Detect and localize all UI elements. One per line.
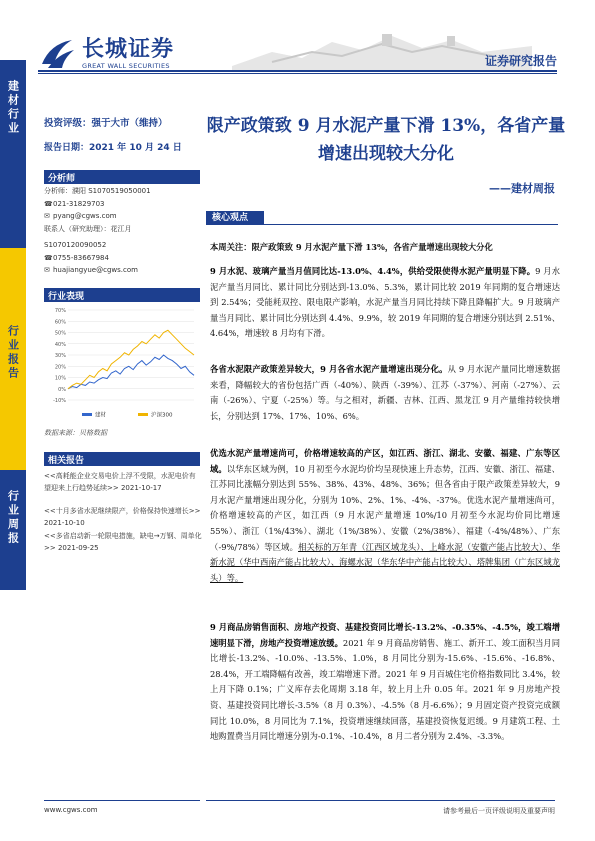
investment-rating: 投资评级：强于大市（维持） — [44, 118, 168, 129]
contact-id: S1070120090052 — [44, 241, 107, 249]
footer-disclaimer-note: 请参考最后一页评级说明及重要声明 — [443, 807, 555, 815]
contact-person: 联系人（研究助理）：花江月 — [44, 225, 132, 233]
chart-y-tick-label: 50% — [54, 330, 66, 337]
core-view-header — [206, 211, 558, 225]
footer-divider-left — [44, 800, 200, 801]
side-label-weekly — [0, 490, 26, 546]
paragraph-cement-glass-output — [210, 264, 560, 342]
paragraph-regions-body: 以华东区域为例，10 月初至今水泥均价均呈现快速上升态势，江西、安徽、浙江、福建、江苏同比涨幅分别达到 55%、38%、43%、48%、36%；但各省由于限产政策差异较大，9 月水泥产量增速出现分化，分别为 10%、2%、1%、-4%、-37%。优选水泥产量增速尚可，价格增速较高的产区，如江西（9 月水泥产量增速 10%/10 月初至今水泥均价同比增速 55%）、浙江（1%/43%）、湖北（1%/38%）、安徽（2%/38%）、福建（-4%/48%）、广东（-9%/78%）等区域。 — [210, 463, 560, 552]
logo-mark-icon — [38, 34, 78, 74]
related-report-item[interactable]: <<高耗能企业交易电价上浮不受限，水泥电价有望迎来上行趋势延续>> 2021-10-17 — [44, 472, 196, 492]
chart-legend-label: 建材 — [95, 412, 107, 419]
logo-chinese-name: 长城证券 — [82, 37, 175, 62]
paragraph-real-estate-lead: 9 月商品房销售面积、房地产投资、基建投资同比增长-13.2%、-0.35%、-4.5%，竣工端增速明显下滑，房地产投资增速放缓。 — [210, 622, 560, 648]
chart-legend-label: 沪深300 — [151, 412, 173, 419]
side-label-industry-text: 建材行业 — [6, 80, 20, 136]
side-label-industry — [0, 80, 26, 136]
chart-legend-swatch — [82, 413, 92, 416]
related-report-item[interactable]: <<十月多省水泥继续限产，价格保持快速增长>> 2021-10-10 — [44, 507, 201, 527]
header-divider-thin — [38, 73, 557, 74]
paragraph-cement-glass-lead: 9 月水泥、玻璃产量当月值同比达-13.0%、4.4%，供给受限使得水泥产量明显下降。 — [210, 266, 536, 276]
chart-y-tick-label: 60% — [54, 319, 66, 326]
core-view-label: 核心观点 — [206, 211, 264, 225]
footer-divider — [206, 800, 555, 801]
paragraph-real-estate-body: 2021 年 9 月商品房销售、施工、新开工、竣工面积当月同比增长-13.2%、-10.0%、-13.5%、1.0%，8 月同比分别为-15.6%、-15.6%、-16.8%、28.4%，开工端降幅有改善，竣工端增速下滑。2021 年 9 月百城住宅价格指数同比 3.4%，较上月下降 0.1%；广义库存去化周期 3.18 年，较上月上升 0.05 年。2021 年 9 月房地产投资、基建投资同比增长-3.5%（8 月 0.3%）、-4.5%（8 月-6.6%）；9 月固定资产投资完成额同比 10.0%，8 月同比为 7.1%，投资增速继续回落，基建投资恢复迟缓。9 月建筑工程、土地购置费当月同比增速分别为-0.1%、-10.4%，8 月二者分别为 2.4%、-3.3%。 — [210, 637, 560, 742]
performance-section-title: 行业表现 — [48, 292, 85, 302]
analyst-section-header — [44, 170, 200, 184]
contact-email[interactable]: huajiangyue@cgws.com — [53, 266, 138, 274]
weekly-focus: 本周关注：限产政策致 9 月水泥产量下滑 13%，各省产量增速出现较大分化 — [210, 242, 493, 252]
side-label-report-text: 行业报告 — [6, 325, 20, 381]
report-type-label: 证券研究报告 — [484, 54, 557, 68]
chart-series-line-建材 — [68, 355, 194, 389]
side-label-report — [0, 325, 26, 381]
company-logo — [38, 34, 174, 74]
chart-y-tick-label: 10% — [54, 375, 66, 382]
contact-email-row — [44, 266, 138, 274]
contact-phone-row — [44, 254, 109, 262]
email-icon: ✉ — [44, 212, 50, 220]
related-report-item[interactable]: <<多省启动新一轮限电措施，缺电→万钢、周单化>> 2021-09-25 — [44, 532, 202, 552]
side-strip — [0, 0, 26, 841]
footer-website[interactable]: www.cgws.com — [44, 806, 98, 814]
header-divider — [38, 70, 557, 72]
chart-y-tick-label: 20% — [54, 364, 66, 371]
logo-english-name: GREAT WALL SECURITIES — [82, 62, 170, 70]
chart-legend-swatch — [138, 413, 148, 416]
analyst-section-title: 分析师 — [48, 174, 76, 184]
email-icon: ✉ — [44, 266, 50, 274]
contact-phone: 0755-83667984 — [53, 254, 109, 262]
paragraph-cement-glass-body: 9 月水泥产量当月同比、累计同比分别达到-13.0%、5.3%，累计同比较 2019 年同期的复合增速达到 2.54%；受能耗双控、限电限产影响，水泥产量当月同比持续下降且降幅扩大。9 月玻璃产量当月同比、累计同比分别达到 4.4%、9.9%，较 2019 年同期的复合增速分别达到 2.51%、4.64%，增速较 8 月均有下滑。 — [210, 266, 560, 339]
paragraph-regions-lead: 优选水泥产量增速尚可，价格增速较高的产区，如江西、浙江、湖北、安徽、福建、广东等区域。 — [210, 448, 560, 474]
paragraph-provincial-lead: 各省水泥限产政策差异较大，9 月各省水泥产量增速出现分化。 — [210, 364, 448, 374]
related-stocks: 相关标的万年青（江西区域龙头）、上峰水泥（安徽产能占比较大）、华新水泥（华中西南产能占比较大）、海螺水泥（华东华中产能占比较大）、塔牌集团（广东区域龙头）等。 — [210, 541, 561, 583]
paragraph-provincial-body: 从 9 月水泥产量同比增速数据来看，降幅较大的省份包括广西（-40%）、陕西（-39%）、江苏（-37%）、河南（-27%）、云南（-26%）、宁夏（-25%）等。与之相对，新疆、吉林、江西、黑龙江 9 月产量维持较快增长，分别达到 17%、17%、10%、6%。 — [210, 364, 560, 421]
analyst-email-row — [44, 212, 117, 220]
performance-section-header — [44, 288, 200, 302]
related-reports-header — [44, 452, 200, 466]
chart-series-line-沪深300 — [68, 330, 194, 389]
chart-y-tick-label: 30% — [54, 353, 66, 359]
phone-icon: ☎ — [44, 200, 53, 208]
analyst-name: 分析师：濮阳 S1070519050001 — [44, 187, 151, 195]
chart-y-tick-label: 0% — [58, 386, 66, 393]
side-label-weekly-text: 行业周报 — [6, 490, 20, 546]
paragraph-real-estate — [210, 620, 560, 745]
report-title: 限产政策致 9 月水泥产量下滑 13%，各省产量增速出现较大分化 — [206, 116, 566, 164]
chart-y-tick-label: -10% — [53, 398, 66, 404]
analyst-phone-row — [44, 200, 105, 208]
industry-performance-chart — [44, 304, 200, 422]
analyst-phone: 021-31829703 — [53, 200, 105, 208]
paragraph-preferred-regions — [210, 446, 560, 586]
chart-y-tick-label: 40% — [54, 341, 66, 348]
report-date: 报告日期：2021 年 10 月 24 日 — [44, 143, 182, 153]
paragraph-provincial-divergence — [210, 362, 560, 424]
phone-icon: ☎ — [44, 254, 53, 262]
chart-source-caption: 数据来源：贝格数据 — [44, 429, 107, 437]
analyst-email[interactable]: pyang@cgws.com — [53, 212, 117, 220]
chart-y-tick-label: 70% — [54, 308, 66, 314]
report-subtitle: ——建材周报 — [489, 182, 555, 195]
related-reports-title: 相关报告 — [48, 456, 85, 466]
